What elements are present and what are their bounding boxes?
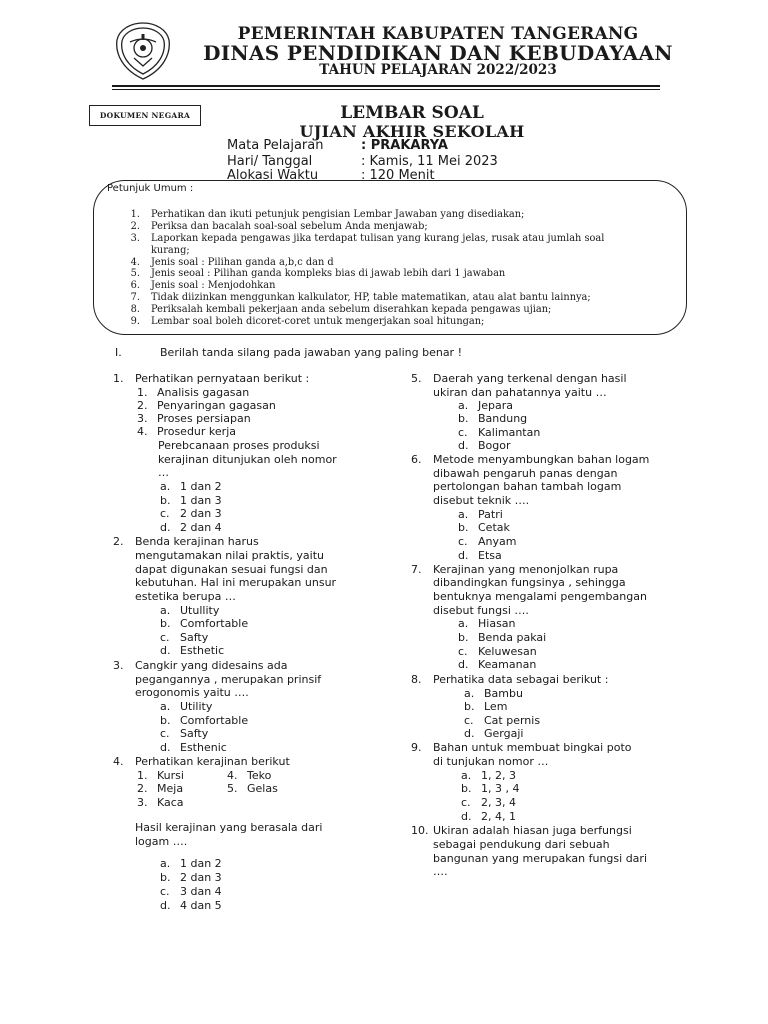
question-number: 10. — [411, 824, 429, 837]
instruction-text: Jenis soal : Menjodohkan — [151, 280, 276, 291]
question-text-line: erogonomis yaitu …. — [135, 686, 249, 699]
question-stem: Benda kerajinan harus — [135, 535, 259, 548]
option-text: Safty — [180, 727, 209, 740]
meta-value: : Kamis, 11 Mei 2023 — [361, 154, 498, 169]
instruction-number: 2. — [130, 221, 140, 232]
instruction-text: Periksalah kembali pekerjaan anda sebelum diserahkan kepada pengawas ujian; — [151, 304, 552, 315]
question-text-line: bangunan yang merupakan fungsi dari — [433, 852, 648, 865]
question-stem: Perhatikan kerajinan berikut — [135, 755, 290, 768]
option-key: c. — [458, 535, 468, 548]
option-key: c. — [160, 631, 170, 644]
option-text: 1 dan 2 — [180, 857, 222, 870]
question-text-line: ukiran dan pahatannya yaitu … — [433, 386, 607, 399]
question-text-line: kebutuhan. Hal ini merupakan unsur — [135, 576, 337, 589]
option-key: c. — [160, 507, 170, 520]
option-key: b. — [160, 871, 171, 884]
question-stem: Daerah yang terkenal dengan hasil — [433, 372, 627, 385]
question-stem: Ukiran adalah hiasan juga berfungsi — [433, 824, 632, 837]
exam-title: UJIAN AKHIR SEKOLAH — [299, 122, 525, 141]
option-text: Esthenic — [180, 741, 227, 754]
option-key: d. — [458, 549, 469, 562]
option-key: b. — [461, 782, 472, 795]
question-number: 3. — [113, 659, 124, 672]
question-text-line: Hasil kerajinan yang berasala dari — [135, 821, 323, 834]
option-text: 3 dan 4 — [180, 885, 222, 898]
question-number: 7. — [411, 563, 422, 576]
question-text-line: dapat digunakan sesuai fungsi dan — [135, 563, 328, 576]
question-text-line: bentuknya mengalami pengembangan — [433, 590, 647, 603]
question-text-line: Perebcanaan proses produksi — [158, 439, 320, 452]
question-text-line: disebut fungsi …. — [433, 604, 529, 617]
sheet-title: LEMBAR SOAL — [340, 103, 484, 123]
option-text: Bandung — [478, 412, 528, 425]
statement-number: 1. — [137, 386, 148, 399]
option-key: d. — [461, 810, 472, 823]
option-key: a. — [458, 617, 469, 630]
option-text: Bogor — [478, 439, 511, 452]
instruction-text: Periksa dan bacalah soal-soal sebelum Anda menjawab; — [151, 221, 428, 232]
header-divider — [112, 85, 660, 87]
question-stem: Perhatika data sebagai berikut : — [433, 673, 609, 686]
option-key: b. — [160, 714, 171, 727]
option-key: a. — [160, 480, 171, 493]
question-number: 8. — [411, 673, 422, 686]
option-text: Hiasan — [478, 617, 516, 630]
header-government: PEMERINTAH KABUPATEN TANGERANG — [237, 24, 639, 44]
option-key: d. — [458, 658, 469, 671]
instruction-text: Laporkan kepada pengawas jika terdapat tulisan yang kurang jelas, rusak atau jumlah soal — [151, 233, 605, 244]
question-text-line: … — [158, 466, 169, 479]
question-text-line: …. — [433, 865, 448, 878]
header-divider-thin — [112, 89, 660, 90]
question-text-line: pegangannya , merupakan prinsif — [135, 673, 322, 686]
option-key: d. — [160, 521, 171, 534]
option-text: Cetak — [478, 521, 510, 534]
option-text: Jepara — [478, 399, 513, 412]
instruction-text: Jenis soal : Pilihan ganda a,b,c dan d — [151, 257, 334, 268]
statement-text: Prosedur kerja — [157, 425, 236, 438]
option-text: Utility — [180, 700, 213, 713]
statement-number: 3. — [137, 412, 148, 425]
question-text-line: di tunjukan nomor … — [433, 755, 549, 768]
option-text: 4 dan 5 — [180, 899, 222, 912]
question-number: 5. — [411, 372, 422, 385]
option-key: d. — [160, 741, 171, 754]
instruction-number: 3. — [130, 233, 140, 244]
question-text-line: estetika berupa … — [135, 590, 236, 603]
option-key: d. — [160, 899, 171, 912]
instruction-text: Jenis seoal : Pilihan ganda kompleks bias di jawab lebih dari 1 jawaban — [151, 268, 506, 279]
option-text: Comfortable — [180, 714, 249, 727]
option-text: Comfortable — [180, 617, 249, 630]
meta-label: Mata Pelajaran — [227, 138, 324, 153]
statement-number: 4. — [227, 769, 238, 782]
option-key: c. — [160, 885, 170, 898]
question-text-line: logam …. — [135, 835, 188, 848]
option-text: Keluwesan — [478, 645, 537, 658]
option-text: Benda pakai — [478, 631, 547, 644]
instructions-title: Petunjuk Umum : — [107, 183, 194, 194]
instruction-number: 5. — [130, 268, 140, 279]
instruction-text: Tidak diizinkan menggunkan kalkulator, HP, table matematikan, atau alat bantu lainnya; — [151, 292, 591, 303]
instruction-text: kurang; — [151, 245, 190, 256]
statement-text: Meja — [157, 782, 184, 795]
instruction-text: Lembar soal boleh dicoret-coret untuk mengerjakan soal hitungan; — [151, 316, 485, 327]
question-stem: Perhatikan pernyataan berikut : — [135, 372, 310, 385]
option-key: d. — [458, 439, 469, 452]
instruction-number: 8. — [130, 304, 140, 315]
option-text: Lem — [484, 700, 508, 713]
option-key: b. — [458, 412, 469, 425]
option-key: b. — [458, 521, 469, 534]
question-number: 6. — [411, 453, 422, 466]
option-key: c. — [458, 645, 468, 658]
option-text: Kalimantan — [478, 426, 541, 439]
option-key: c. — [458, 426, 468, 439]
statement-text: Proses persiapan — [157, 412, 251, 425]
option-text: Esthetic — [180, 644, 225, 657]
option-key: d. — [160, 644, 171, 657]
instruction-number: 6. — [130, 280, 140, 291]
option-key: c. — [464, 714, 474, 727]
option-text: 2 dan 4 — [180, 521, 222, 534]
option-text: 2 dan 3 — [180, 871, 222, 884]
statement-text: Gelas — [247, 782, 278, 795]
question-stem: Metode menyambungkan bahan logam — [433, 453, 650, 466]
option-key: a. — [464, 687, 475, 700]
option-key: a. — [461, 769, 472, 782]
option-key: b. — [160, 617, 171, 630]
option-key: a. — [458, 399, 469, 412]
option-key: a. — [458, 508, 469, 521]
instruction-number: 4. — [130, 257, 140, 268]
instruction-text: Perhatikan dan ikuti petunjuk pengisian Lembar Jawaban yang disediakan; — [151, 209, 525, 220]
statement-number: 2. — [137, 782, 148, 795]
question-text-line: dibandingkan fungsinya , sehingga — [433, 576, 626, 589]
question-text-line: pertolongan bahan tambah logam — [433, 480, 622, 493]
question-number: 1. — [113, 372, 124, 385]
meta-label: Alokasi Waktu — [227, 168, 319, 183]
statement-number: 2. — [137, 399, 148, 412]
option-key: d. — [464, 727, 475, 740]
option-text: 2, 3, 4 — [481, 796, 516, 809]
option-key: c. — [160, 727, 170, 740]
option-text: Safty — [180, 631, 209, 644]
question-number: 4. — [113, 755, 124, 768]
meta-value: : PRAKARYA — [361, 138, 448, 153]
instruction-number: 1. — [130, 209, 140, 220]
option-text: Gergaji — [484, 727, 524, 740]
statement-number: 5. — [227, 782, 238, 795]
statement-number: 4. — [137, 425, 148, 438]
question-number: 2. — [113, 535, 124, 548]
question-text-line: dibawah pengaruh panas dengan — [433, 467, 618, 480]
statement-text: Kursi — [157, 769, 184, 782]
option-text: Keamanan — [478, 658, 537, 671]
option-text: 2, 4, 1 — [481, 810, 516, 823]
question-number: 9. — [411, 741, 422, 754]
option-text: Bambu — [484, 687, 523, 700]
question-text-line: kerajinan ditunjukan oleh nomor — [158, 453, 337, 466]
option-key: a. — [160, 604, 171, 617]
header-school-year: TAHUN PELAJARAN 2022/2023 — [319, 62, 557, 78]
statement-text: Analisis gagasan — [157, 386, 250, 399]
statement-text: Kaca — [157, 796, 184, 809]
meta-value: : 120 Menit — [361, 168, 435, 183]
statement-text: Penyaringan gagasan — [157, 399, 276, 412]
option-text: Patri — [478, 508, 503, 521]
question-text-line: mengutamakan nilai praktis, yaitu — [135, 549, 324, 562]
statement-number: 1. — [137, 769, 148, 782]
question-text-line: disebut teknik …. — [433, 494, 530, 507]
question-stem: Bahan untuk membuat bingkai poto — [433, 741, 632, 754]
government-crest-icon — [112, 20, 174, 82]
option-text: Cat pernis — [484, 714, 541, 727]
option-text: 2 dan 3 — [180, 507, 222, 520]
meta-label: Hari/ Tanggal — [227, 154, 313, 169]
instruction-number: 7. — [130, 292, 140, 303]
question-text-line: sebagai pendukung dari sebuah — [433, 838, 610, 851]
instruction-number: 9. — [130, 316, 140, 327]
option-text: 1 dan 2 — [180, 480, 222, 493]
section-number: I. — [115, 346, 122, 359]
option-text: Utullity — [180, 604, 220, 617]
statement-number: 3. — [137, 796, 148, 809]
option-text: 1, 3 , 4 — [481, 782, 520, 795]
option-key: b. — [464, 700, 475, 713]
option-key: a. — [160, 700, 171, 713]
option-text: Anyam — [478, 535, 517, 548]
option-text: 1 dan 3 — [180, 494, 222, 507]
header-department: DINAS PENDIDIKAN DAN KEBUDAYAAN — [203, 41, 673, 65]
document-classification-badge: DOKUMEN NEGARA — [89, 105, 201, 126]
section-instruction: Berilah tanda silang pada jawaban yang paling benar ! — [160, 346, 462, 359]
option-key: b. — [458, 631, 469, 644]
question-stem: Kerajinan yang menonjolkan rupa — [433, 563, 619, 576]
option-key: c. — [461, 796, 471, 809]
option-text: Etsa — [478, 549, 502, 562]
option-text: 1, 2, 3 — [481, 769, 516, 782]
option-key: b. — [160, 494, 171, 507]
option-key: a. — [160, 857, 171, 870]
question-stem: Cangkir yang didesains ada — [135, 659, 288, 672]
statement-text: Teko — [247, 769, 272, 782]
